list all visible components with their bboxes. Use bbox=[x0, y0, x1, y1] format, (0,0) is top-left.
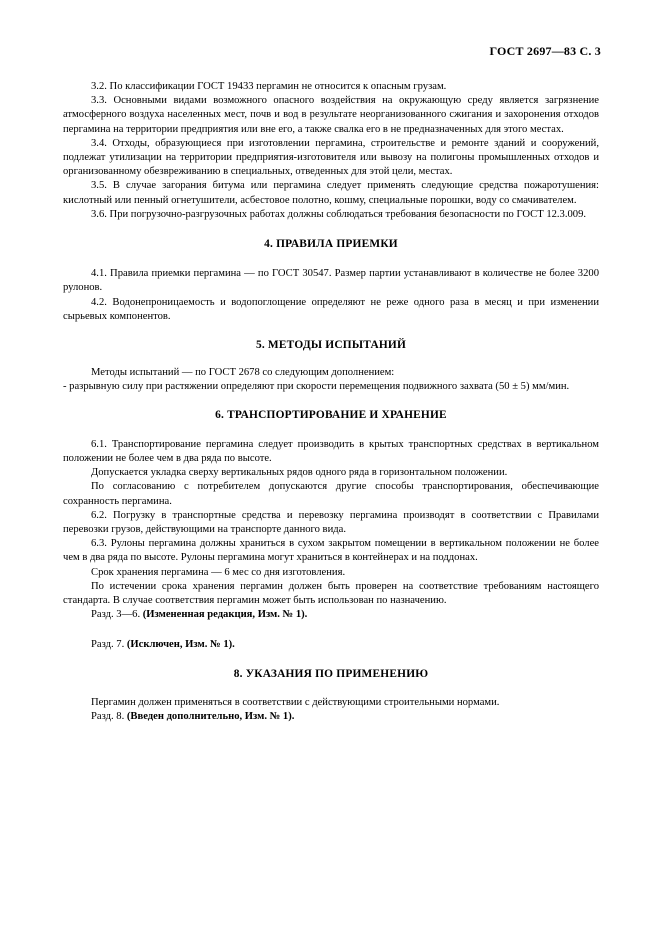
document-body bbox=[63, 80, 599, 724]
paragraph-6-3-shelf-life: Срок хранения пергамина — 6 мес со дня изготовления. bbox=[91, 566, 346, 578]
paragraph-3-5: 3.5. В случае загорания битума или пергамина следует применять следующие средства пожаротушения: кислотный или пенный огнетушители, асбестовое полотно, кошму, специальные порошки, воду со смачивателем. bbox=[63, 180, 599, 206]
spacer bbox=[63, 623, 599, 638]
amendment-8-text: (Введен дополнительно, Изм. № 1). bbox=[126, 711, 295, 723]
amendment-note-8 bbox=[63, 710, 599, 724]
section-4-title: 4. ПРАВИЛА ПРИЕМКИ bbox=[264, 238, 398, 251]
section-7-text: (Исключен, Изм. № 1). bbox=[126, 638, 235, 650]
paragraph-6-3: 6.3. Рулоны пергамина должны храниться в сухом закрытом помещении в вертикальном положении не более чем в два ряда по высоте. Рулоны пергамина могут храниться в контейнерах и на поддонах. bbox=[63, 538, 599, 564]
paragraph-3-6: 3.6. При погрузочно-разгрузочных работах должны соблюдаться требования безопасности по ГОСТ 12.3.009. bbox=[91, 208, 587, 220]
section-6-title: 6. ТРАНСПОРТИРОВАНИЕ И ХРАНЕНИЕ bbox=[215, 408, 447, 421]
page-header: ГОСТ 2697—83 С. 3 bbox=[489, 44, 601, 58]
paragraph-5-addition: - разрывную силу при растяжении определяют при скорости перемещения подвижного захвата (50 ± 5) мм/мин. bbox=[63, 381, 570, 393]
paragraph-3-4: 3.4. Отходы, образующиеся при изготовлении пергамина, строительстве и ремонте зданий и сооружений, подлежат утилизации на территории предприятия-изготовителя или вывозу на полигоны промышленных отходов и организованному обезвреживанию в специальных, отведенных для этой цели, местах. bbox=[63, 137, 599, 178]
amendment-text: (Измененная редакция, Изм. № 1). bbox=[142, 609, 308, 621]
amendment-8-prefix: Разд. 8. bbox=[91, 711, 127, 723]
paragraph-6-1: 6.1. Транспортирование пергамина следует производить в крытых транспортных средствах в вертикальном положении не более чем в два ряда по высоте. bbox=[63, 438, 599, 465]
amendment-prefix: Разд. 3—6. bbox=[91, 609, 143, 621]
paragraph-4-2: 4.2. Водонепроницаемость и водопоглощение определяют не реже одного раза в месяц и при изменении сырьевых компонентов. bbox=[63, 296, 599, 322]
paragraph-3-2: 3.2. По классификации ГОСТ 19433 пергамин не относится к опасным грузам. bbox=[91, 81, 447, 92]
section-7-prefix: Разд. 7. bbox=[91, 638, 127, 650]
section-8-title: 8. УКАЗАНИЯ ПО ПРИМЕНЕНИЮ bbox=[233, 667, 429, 680]
paragraph-8-usage: Пергамин должен применяться в соответствии с действующими строительными нормами. bbox=[91, 696, 500, 708]
paragraph-5-methods: Методы испытаний — по ГОСТ 2678 со следующим дополнением: bbox=[91, 367, 395, 379]
amendment-note-3-6 bbox=[63, 608, 599, 622]
paragraph-3-3: 3.3. Основными видами возможного опасного воздействия на окружающую среду является загрязнение атмосферного воздуха населенных мест, почв и вод в результате неорганизованного сжигания и захоронения отходов пергамина на территории предприятия или вне его, а также свалка его в не предназначенных для этого местах. bbox=[63, 95, 599, 135]
paragraph-6-2: 6.2. Погрузку в транспортные средства и перевозку пергамина производят в соответствии с Правилами перевозки грузов, действующими на транспорте данного вида. bbox=[63, 509, 599, 536]
paragraph-6-3-expiry: По истечении срока хранения пергамин должен быть проверен на соответствие требованиям настоящего стандарта. В случае соответствия пергамин может быть использован по назначению. bbox=[63, 580, 599, 607]
section-7-note bbox=[63, 638, 599, 652]
paragraph-4-1: 4.1. Правила приемки пергамина — по ГОСТ 30547. Размер партии устанавливают в количестве не более 3200 рулонов. bbox=[63, 268, 599, 294]
section-5-title: 5. МЕТОДЫ ИСПЫТАНИЙ bbox=[255, 339, 407, 352]
paragraph-6-1-stacking: Допускается укладка сверху вертикальных рядов одного ряда в горизонтальном положении. bbox=[91, 467, 508, 479]
paragraph-6-1-agreement: По согласованию с потребителем допускаются другие способы транспортирования, обеспечивающие сохранность пергамина. bbox=[63, 481, 599, 507]
